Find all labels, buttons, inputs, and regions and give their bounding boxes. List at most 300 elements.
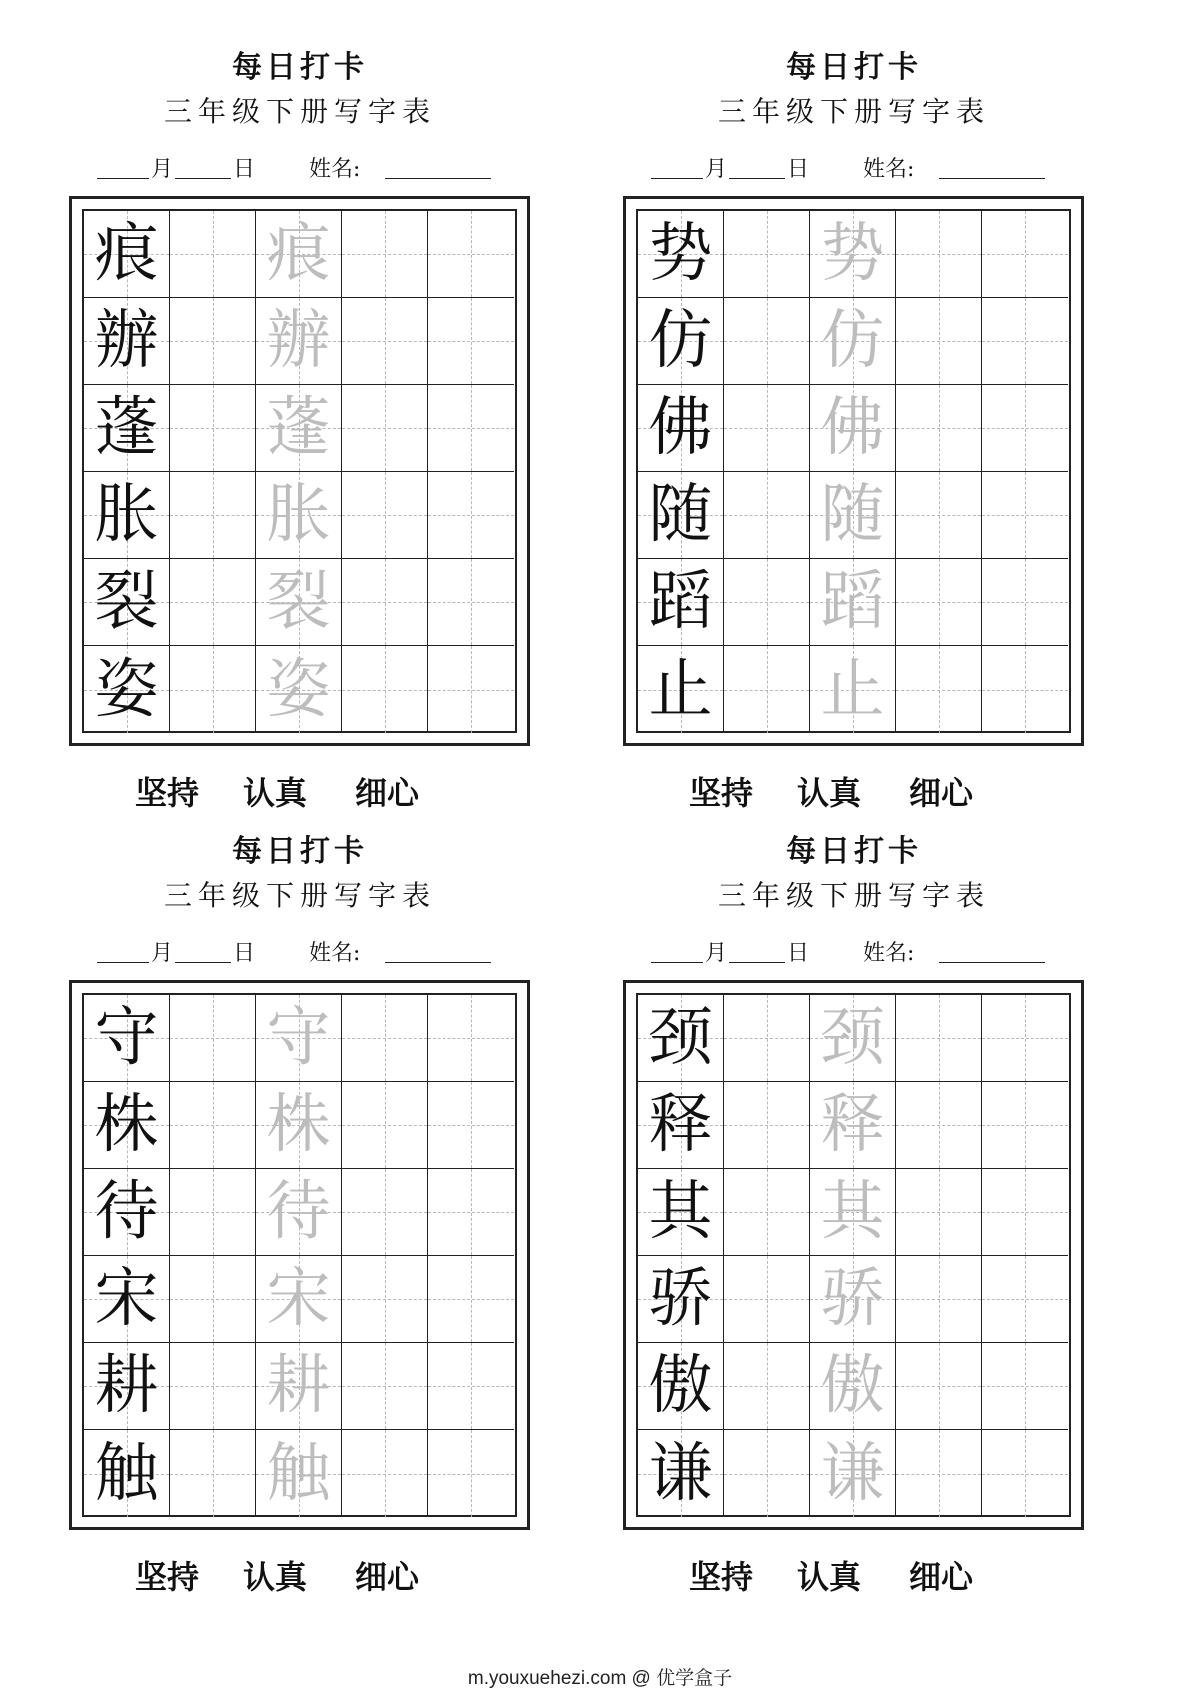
- model-cell: [84, 1343, 170, 1430]
- card-title: 每日打卡: [786, 834, 922, 869]
- blank-practice-cell[interactable]: [896, 1343, 982, 1430]
- blank-practice-cell[interactable]: [724, 472, 810, 559]
- motto-word: 坚持: [689, 1558, 754, 1596]
- trace-character: 其: [820, 1175, 885, 1249]
- guide-line-horizontal: [896, 690, 981, 691]
- card-title: 每日打卡: [786, 50, 922, 85]
- grid-row: [638, 1256, 1069, 1343]
- blank-practice-cell[interactable]: [982, 559, 1068, 646]
- blank-practice-cell[interactable]: [170, 995, 256, 1082]
- blank-practice-cell[interactable]: [428, 472, 514, 559]
- guide-line-horizontal: [982, 1125, 1068, 1126]
- blank-practice-cell[interactable]: [724, 646, 810, 733]
- blank-practice-cell[interactable]: [342, 1169, 428, 1256]
- model-character: 谦: [648, 1436, 713, 1511]
- model-cell: [84, 472, 170, 559]
- writing-grid: [82, 209, 517, 733]
- writing-grid-frame: [623, 196, 1084, 746]
- blank-practice-cell[interactable]: [170, 559, 256, 646]
- trace-cell[interactable]: [810, 298, 896, 385]
- blank-practice-cell[interactable]: [982, 1256, 1068, 1343]
- model-cell: [84, 1082, 170, 1169]
- guide-line-horizontal: [170, 1212, 255, 1213]
- guide-line-horizontal: [724, 341, 809, 342]
- month-label: 月: [151, 941, 174, 966]
- trace-cell[interactable]: [810, 385, 896, 472]
- blank-practice-cell[interactable]: [896, 1082, 982, 1169]
- guide-line-horizontal: [896, 1212, 981, 1213]
- trace-character: 株: [266, 1088, 331, 1162]
- card-title: 每日打卡: [232, 834, 368, 869]
- blank-practice-cell[interactable]: [342, 472, 428, 559]
- trace-cell[interactable]: [256, 1082, 342, 1169]
- blank-practice-cell[interactable]: [982, 472, 1068, 559]
- blank-practice-cell[interactable]: [896, 995, 982, 1082]
- day-blank[interactable]: [729, 178, 785, 179]
- blank-practice-cell[interactable]: [982, 1169, 1068, 1256]
- model-cell: [84, 211, 170, 298]
- trace-cell[interactable]: [810, 1169, 896, 1256]
- model-cell: [84, 1169, 170, 1256]
- model-character: 释: [648, 1088, 713, 1162]
- trace-character: 谦: [820, 1436, 885, 1511]
- blank-practice-cell[interactable]: [342, 385, 428, 472]
- grid-row: [638, 995, 1069, 1082]
- blank-practice-cell[interactable]: [428, 211, 514, 298]
- writing-grid: [82, 993, 517, 1517]
- guide-line-horizontal: [724, 1125, 809, 1126]
- trace-character: 触: [266, 1436, 331, 1511]
- model-character: 宋: [94, 1262, 159, 1336]
- blank-practice-cell[interactable]: [896, 646, 982, 733]
- trace-character: 随: [820, 478, 885, 552]
- guide-line-horizontal: [342, 254, 427, 255]
- guide-line-horizontal: [896, 1474, 981, 1475]
- blank-practice-cell[interactable]: [170, 1430, 256, 1517]
- trace-cell[interactable]: [810, 1082, 896, 1169]
- guide-line-horizontal: [896, 1125, 981, 1126]
- blank-practice-cell[interactable]: [724, 559, 810, 646]
- model-cell: [638, 646, 724, 733]
- model-character: 仿: [648, 304, 713, 378]
- guide-line-horizontal: [428, 1299, 514, 1300]
- guide-line-horizontal: [896, 254, 981, 255]
- guide-line-horizontal: [170, 1125, 255, 1126]
- blank-practice-cell[interactable]: [428, 1343, 514, 1430]
- model-cell: [638, 1430, 724, 1517]
- guide-line-horizontal: [342, 690, 427, 691]
- model-character: 其: [648, 1175, 713, 1249]
- blank-practice-cell[interactable]: [170, 646, 256, 733]
- day-label: 日: [787, 941, 810, 966]
- trace-character: 蓬: [266, 391, 331, 465]
- guide-line-horizontal: [170, 1299, 255, 1300]
- trace-cell[interactable]: [256, 559, 342, 646]
- model-character: 耕: [94, 1349, 159, 1423]
- trace-character: 待: [266, 1175, 331, 1249]
- grid-row: [84, 211, 515, 298]
- blank-practice-cell[interactable]: [428, 298, 514, 385]
- blank-practice-cell[interactable]: [896, 1430, 982, 1517]
- blank-practice-cell[interactable]: [342, 646, 428, 733]
- worksheet-card: [619, 0, 1089, 812]
- month-blank[interactable]: [651, 962, 703, 963]
- guide-line-horizontal: [982, 341, 1068, 342]
- guide-line-horizontal: [724, 602, 809, 603]
- model-cell: [638, 211, 724, 298]
- trace-character: 释: [820, 1088, 885, 1162]
- trace-character: 傲: [820, 1349, 885, 1423]
- blank-practice-cell[interactable]: [342, 1430, 428, 1517]
- blank-practice-cell[interactable]: [896, 211, 982, 298]
- model-character: 痕: [94, 217, 159, 291]
- guide-line-horizontal: [428, 1125, 514, 1126]
- blank-practice-cell[interactable]: [982, 646, 1068, 733]
- blank-practice-cell[interactable]: [428, 995, 514, 1082]
- writing-grid: [636, 993, 1071, 1517]
- blank-practice-cell[interactable]: [170, 298, 256, 385]
- month-label: 月: [151, 157, 174, 182]
- blank-practice-cell[interactable]: [724, 995, 810, 1082]
- grid-row: [84, 1169, 515, 1256]
- blank-practice-cell[interactable]: [724, 298, 810, 385]
- blank-practice-cell[interactable]: [428, 385, 514, 472]
- day-blank[interactable]: [175, 962, 231, 963]
- trace-cell[interactable]: [810, 559, 896, 646]
- motto-word: 认真: [243, 1558, 308, 1596]
- date-name-line: [651, 150, 1089, 182]
- card-subtitle: 三年级下册写字表: [163, 95, 436, 128]
- trace-cell[interactable]: [810, 1256, 896, 1343]
- name-label: 姓名:: [863, 157, 915, 182]
- guide-line-horizontal: [724, 254, 809, 255]
- blank-practice-cell[interactable]: [724, 1343, 810, 1430]
- guide-line-horizontal: [896, 1299, 981, 1300]
- blank-practice-cell[interactable]: [724, 1082, 810, 1169]
- model-cell: [638, 559, 724, 646]
- blank-practice-cell[interactable]: [170, 1082, 256, 1169]
- blank-practice-cell[interactable]: [342, 1256, 428, 1343]
- guide-line-horizontal: [428, 1386, 514, 1387]
- month-blank[interactable]: [651, 178, 703, 179]
- card-subtitle: 三年级下册写字表: [717, 879, 990, 912]
- guide-line-horizontal: [428, 1212, 514, 1213]
- model-character: 守: [94, 1001, 159, 1075]
- blank-practice-cell[interactable]: [428, 1169, 514, 1256]
- model-character: 止: [648, 652, 713, 727]
- trace-character: 骄: [820, 1262, 885, 1336]
- guide-line-horizontal: [896, 1386, 981, 1387]
- grid-row: [84, 472, 515, 559]
- name-blank[interactable]: [939, 178, 1045, 179]
- trace-character: 守: [266, 1001, 331, 1075]
- guide-line-horizontal: [342, 1474, 427, 1475]
- blank-practice-cell[interactable]: [724, 385, 810, 472]
- blank-practice-cell[interactable]: [170, 1169, 256, 1256]
- name-blank[interactable]: [385, 962, 491, 963]
- trace-cell[interactable]: [810, 472, 896, 559]
- model-character: 佛: [648, 391, 713, 465]
- guide-line-horizontal: [982, 690, 1068, 691]
- model-cell: [84, 646, 170, 733]
- name-label: 姓名:: [863, 941, 915, 966]
- blank-practice-cell[interactable]: [170, 385, 256, 472]
- motto-word: 认真: [797, 774, 862, 812]
- guide-line-horizontal: [724, 1386, 809, 1387]
- model-cell: [638, 1169, 724, 1256]
- model-cell: [84, 385, 170, 472]
- guide-line-horizontal: [724, 515, 809, 516]
- grid-row: [84, 1430, 515, 1517]
- guide-line-horizontal: [428, 515, 514, 516]
- blank-practice-cell[interactable]: [428, 1256, 514, 1343]
- guide-line-horizontal: [896, 515, 981, 516]
- name-blank[interactable]: [385, 178, 491, 179]
- blank-practice-cell[interactable]: [170, 472, 256, 559]
- guide-line-horizontal: [982, 428, 1068, 429]
- blank-practice-cell[interactable]: [896, 472, 982, 559]
- grid-row: [84, 646, 515, 733]
- month-label: 月: [705, 157, 728, 182]
- guide-line-horizontal: [982, 1038, 1068, 1039]
- guide-line-horizontal: [342, 1038, 427, 1039]
- blank-practice-cell[interactable]: [428, 1430, 514, 1517]
- blank-practice-cell[interactable]: [170, 1343, 256, 1430]
- grid-row: [84, 995, 515, 1082]
- blank-practice-cell[interactable]: [724, 1169, 810, 1256]
- motto-word: 认真: [243, 774, 308, 812]
- trace-cell[interactable]: [256, 646, 342, 733]
- blank-practice-cell[interactable]: [724, 1256, 810, 1343]
- day-label: 日: [233, 157, 256, 182]
- guide-line-horizontal: [428, 602, 514, 603]
- trace-character: 势: [820, 217, 885, 291]
- model-cell: [638, 1343, 724, 1430]
- model-character: 胀: [94, 478, 159, 552]
- motto-line: [65, 1552, 535, 1596]
- grid-row: [84, 385, 515, 472]
- guide-line-horizontal: [724, 690, 809, 691]
- guide-line-horizontal: [342, 1386, 427, 1387]
- blank-practice-cell[interactable]: [724, 1430, 810, 1517]
- trace-character: 胀: [266, 478, 331, 552]
- model-character: 颈: [648, 1001, 713, 1075]
- motto-word: 坚持: [689, 774, 754, 812]
- trace-character: 止: [820, 652, 885, 727]
- blank-practice-cell[interactable]: [896, 1169, 982, 1256]
- guide-line-horizontal: [342, 428, 427, 429]
- grid-row: [638, 559, 1069, 646]
- guide-line-horizontal: [170, 1386, 255, 1387]
- model-cell: [84, 559, 170, 646]
- guide-line-horizontal: [170, 1474, 255, 1475]
- blank-practice-cell[interactable]: [896, 1256, 982, 1343]
- name-label: 姓名:: [309, 157, 361, 182]
- worksheet-card: [65, 784, 535, 1596]
- model-cell: [638, 385, 724, 472]
- trace-character: 姿: [266, 652, 331, 727]
- grid-row: [84, 1343, 515, 1430]
- trace-cell[interactable]: [810, 211, 896, 298]
- guide-line-horizontal: [724, 1299, 809, 1300]
- guide-line-horizontal: [342, 1125, 427, 1126]
- date-name-line: [97, 150, 535, 182]
- guide-line-horizontal: [724, 1474, 809, 1475]
- day-blank[interactable]: [175, 178, 231, 179]
- grid-row: [638, 211, 1069, 298]
- blank-practice-cell[interactable]: [342, 298, 428, 385]
- guide-line-horizontal: [170, 602, 255, 603]
- blank-practice-cell[interactable]: [428, 646, 514, 733]
- guide-line-horizontal: [724, 428, 809, 429]
- writing-grid-frame: [69, 196, 530, 746]
- trace-cell[interactable]: [810, 995, 896, 1082]
- model-character: 蓬: [94, 391, 159, 465]
- trace-character: 颈: [820, 1001, 885, 1075]
- guide-line-horizontal: [428, 1474, 514, 1475]
- blank-practice-cell[interactable]: [342, 1343, 428, 1430]
- trace-cell[interactable]: [256, 995, 342, 1082]
- trace-character: 耕: [266, 1349, 331, 1423]
- guide-line-horizontal: [896, 428, 981, 429]
- blank-practice-cell[interactable]: [428, 559, 514, 646]
- model-character: 傲: [648, 1349, 713, 1423]
- model-cell: [638, 1082, 724, 1169]
- guide-line-horizontal: [170, 428, 255, 429]
- guide-line-horizontal: [170, 341, 255, 342]
- blank-practice-cell[interactable]: [896, 298, 982, 385]
- guide-line-horizontal: [342, 602, 427, 603]
- blank-practice-cell[interactable]: [170, 211, 256, 298]
- day-blank[interactable]: [729, 962, 785, 963]
- blank-practice-cell[interactable]: [724, 211, 810, 298]
- name-label: 姓名:: [309, 941, 361, 966]
- writing-grid-frame: [69, 980, 530, 1530]
- model-character: 裂: [94, 565, 159, 639]
- trace-cell[interactable]: [810, 646, 896, 733]
- trace-cell[interactable]: [256, 385, 342, 472]
- blank-practice-cell[interactable]: [342, 211, 428, 298]
- guide-line-horizontal: [342, 1212, 427, 1213]
- month-blank[interactable]: [97, 962, 149, 963]
- guide-line-horizontal: [724, 1038, 809, 1039]
- blank-practice-cell[interactable]: [342, 995, 428, 1082]
- guide-line-horizontal: [982, 1474, 1068, 1475]
- motto-word: 细心: [355, 1558, 420, 1596]
- trace-character: 宋: [266, 1262, 331, 1336]
- trace-cell[interactable]: [256, 298, 342, 385]
- guide-line-horizontal: [170, 515, 255, 516]
- grid-row: [638, 385, 1069, 472]
- trace-cell[interactable]: [256, 1169, 342, 1256]
- trace-cell[interactable]: [810, 1430, 896, 1517]
- blank-practice-cell[interactable]: [428, 1082, 514, 1169]
- trace-cell[interactable]: [810, 1343, 896, 1430]
- model-cell: [638, 1256, 724, 1343]
- trace-cell[interactable]: [256, 211, 342, 298]
- grid-row: [638, 1082, 1069, 1169]
- card-subtitle: 三年级下册写字表: [163, 879, 436, 912]
- guide-line-horizontal: [982, 1386, 1068, 1387]
- grid-row: [638, 1430, 1069, 1517]
- trace-cell[interactable]: [256, 1343, 342, 1430]
- guide-line-horizontal: [428, 254, 514, 255]
- blank-practice-cell[interactable]: [982, 211, 1068, 298]
- guide-line-horizontal: [982, 254, 1068, 255]
- blank-practice-cell[interactable]: [982, 995, 1068, 1082]
- blank-practice-cell[interactable]: [982, 298, 1068, 385]
- month-blank[interactable]: [97, 178, 149, 179]
- grid-row: [638, 646, 1069, 733]
- trace-character: 辦: [266, 304, 331, 378]
- model-cell: [638, 298, 724, 385]
- grid-row: [84, 1082, 515, 1169]
- date-name-line: [97, 934, 535, 966]
- blank-practice-cell[interactable]: [982, 1082, 1068, 1169]
- guide-line-horizontal: [428, 341, 514, 342]
- worksheet-card: [65, 0, 535, 812]
- motto-word: 坚持: [135, 1558, 200, 1596]
- name-blank[interactable]: [939, 962, 1045, 963]
- guide-line-horizontal: [342, 341, 427, 342]
- blank-practice-cell[interactable]: [982, 1343, 1068, 1430]
- model-character: 随: [648, 478, 713, 552]
- model-cell: [84, 1256, 170, 1343]
- blank-practice-cell[interactable]: [896, 559, 982, 646]
- guide-line-horizontal: [982, 1299, 1068, 1300]
- day-label: 日: [787, 157, 810, 182]
- blank-practice-cell[interactable]: [342, 559, 428, 646]
- day-label: 日: [233, 941, 256, 966]
- motto-line: [619, 1552, 1089, 1596]
- model-character: 骄: [648, 1262, 713, 1336]
- trace-cell[interactable]: [256, 472, 342, 559]
- trace-cell[interactable]: [256, 1256, 342, 1343]
- motto-word: 细心: [909, 774, 974, 812]
- grid-row: [638, 298, 1069, 385]
- guide-line-horizontal: [170, 690, 255, 691]
- grid-row: [84, 1256, 515, 1343]
- trace-cell[interactable]: [256, 1430, 342, 1517]
- motto-word: 细心: [355, 774, 420, 812]
- guide-line-horizontal: [428, 428, 514, 429]
- model-character: 势: [648, 217, 713, 291]
- guide-line-horizontal: [896, 341, 981, 342]
- guide-line-horizontal: [342, 515, 427, 516]
- guide-line-horizontal: [170, 1038, 255, 1039]
- blank-practice-cell[interactable]: [982, 1430, 1068, 1517]
- blank-practice-cell[interactable]: [342, 1082, 428, 1169]
- motto-word: 认真: [797, 1558, 862, 1596]
- motto-word: 坚持: [135, 774, 200, 812]
- model-cell: [84, 1430, 170, 1517]
- grid-row: [638, 472, 1069, 559]
- model-character: 蹈: [648, 565, 713, 639]
- model-cell: [84, 995, 170, 1082]
- blank-practice-cell[interactable]: [170, 1256, 256, 1343]
- guide-line-horizontal: [428, 690, 514, 691]
- blank-practice-cell[interactable]: [982, 385, 1068, 472]
- model-character: 触: [94, 1436, 159, 1511]
- model-cell: [638, 472, 724, 559]
- guide-line-horizontal: [896, 1038, 981, 1039]
- model-cell: [638, 995, 724, 1082]
- guide-line-horizontal: [342, 1299, 427, 1300]
- guide-line-horizontal: [170, 254, 255, 255]
- trace-character: 佛: [820, 391, 885, 465]
- blank-practice-cell[interactable]: [896, 385, 982, 472]
- guide-line-horizontal: [428, 1038, 514, 1039]
